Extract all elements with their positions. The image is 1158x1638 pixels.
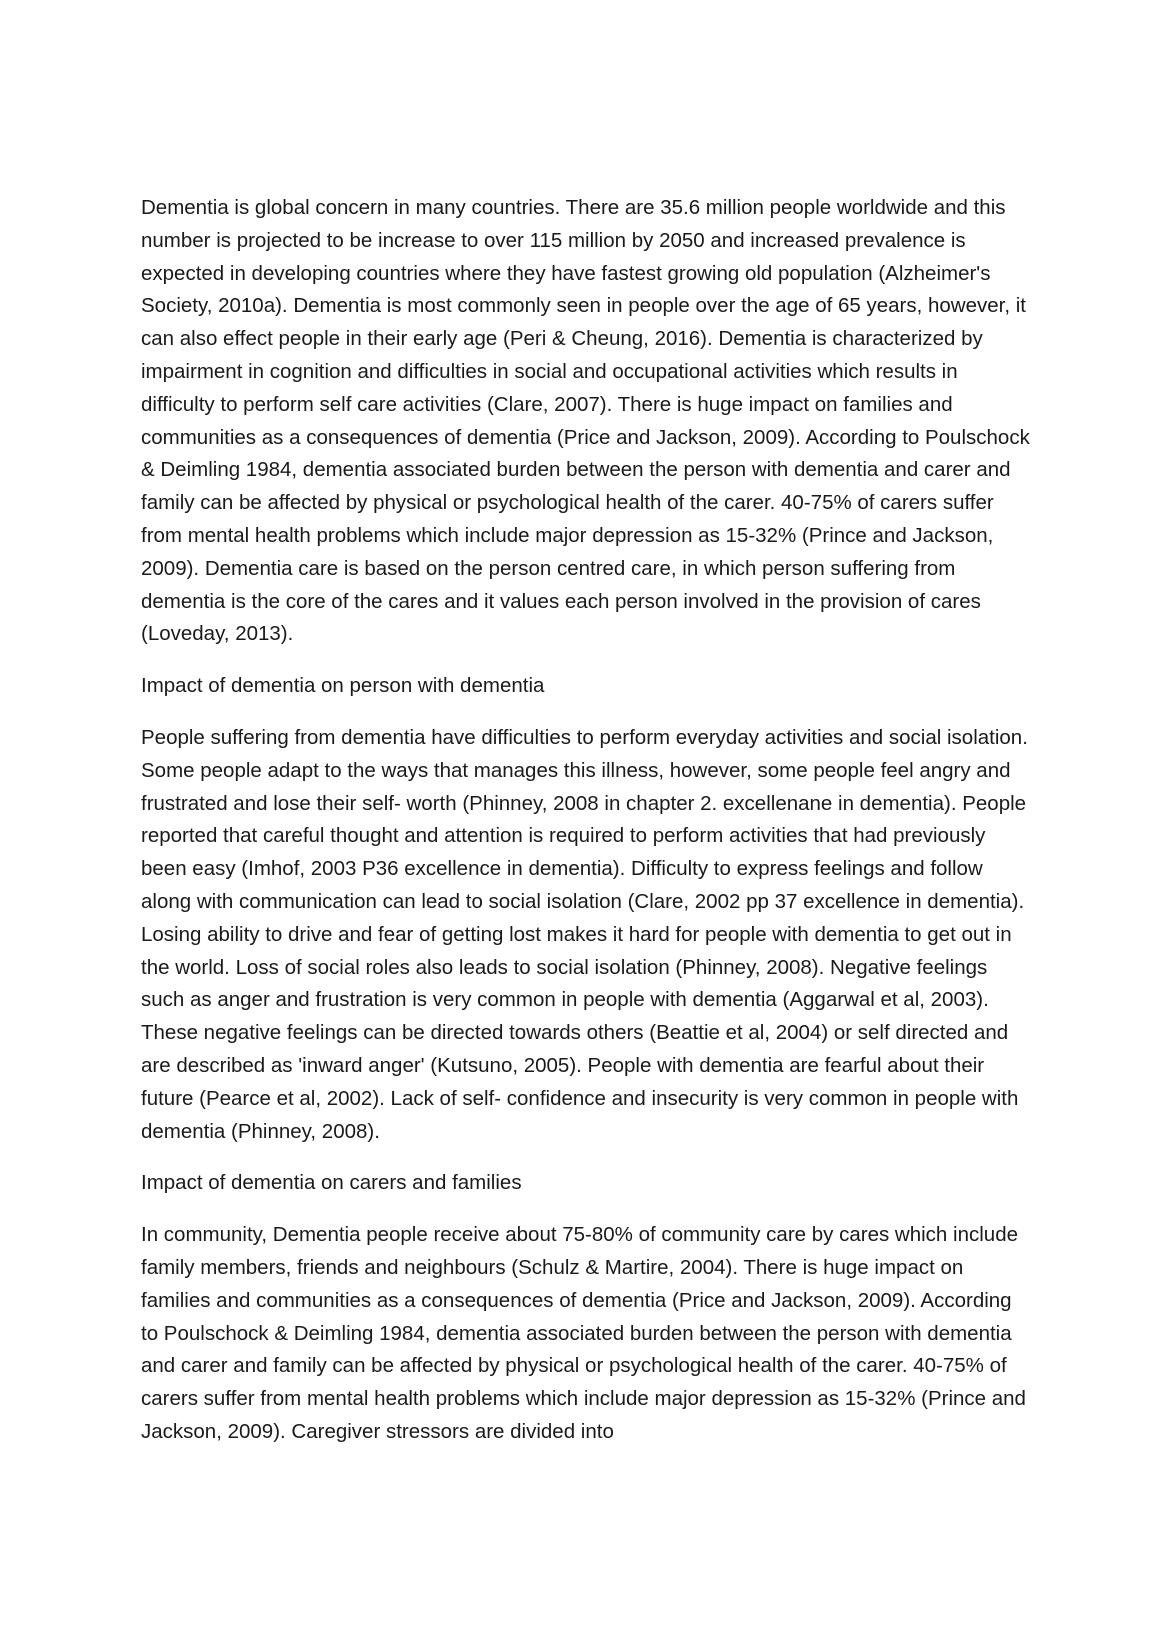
carer-impact-paragraph: In community, Dementia people receive about 75-80% of community care by cares which include family members, friends and neighbours (Schulz & Martire, 2004). There is huge impact on families and communities as a consequences of dementia (Price and Jackson, 2009). According to Poulschock & Deimling 1984, dementia associated burden between the person with dementia and carer and family can be affected by physical or psychological health of the carer. 40-75% of carers suffer from mental health problems which include major depression as 15-32% (Prince and Jackson, 2009). Caregiver stressors are divided into	[141, 1223, 1026, 1443]
section-heading-person-impact: Impact of dementia on person with dementia	[141, 674, 545, 698]
document-body	[141, 192, 1031, 1468]
section-heading-carer-impact: Impact of dementia on carers and families	[141, 1171, 522, 1195]
person-impact-paragraph: People suffering from dementia have difficulties to perform everyday activities and social isolation. Some people adapt to the ways that manages this illness, however, some people feel angry and frustrated and lose their self- worth (Phinney, 2008 in chapter 2. excellenane in dementia). People reported that careful thought and attention is required to perform activities that had previously been easy (Imhof, 2003 P36 excellence in dementia). Difficulty to express feelings and follow along with communication can lead to social isolation (Clare, 2002 pp 37 excellence in dementia). Losing ability to drive and fear of getting lost makes it hard for people with dementia to get out in the world. Loss of social roles also leads to social isolation (Phinney, 2008). Negative feelings such as anger and frustration is very common in people with dementia (Aggarwal et al, 2003). These negative feelings can be directed towards others (Beattie et al, 2004) or self directed and are described as 'inward anger' (Kutsuno, 2005). People with dementia are fearful about their future (Pearce et al, 2002). Lack of self- confidence and insecurity is very common in people with dementia (Phinney, 2008).	[141, 725, 1028, 1143]
intro-paragraph: Dementia is global concern in many countries. There are 35.6 million people worldwide and this number is projected to be increase to over 115 million by 2050 and increased prevalence is expected in developing countries where they have fastest growing old population (Alzheimer's Society, 2010a). Dementia is most commonly seen in people over the age of 65 years, however, it can also effect people in their early age (Peri & Cheung, 2016). Dementia is characterized by impairment in cognition and difficulties in social and occupational activities which results in difficulty to perform self care activities (Clare, 2007). There is huge impact on families and communities as a consequences of dementia (Price and Jackson, 2009). According to Poulschock & Deimling 1984, dementia associated burden between the person with dementia and carer and family can be affected by physical or psychological health of the carer. 40-75% of carers suffer from mental health problems which include major depression as 15-32% (Prince and Jackson, 2009). Dementia care is based on the person centred care, in which person suffering from dementia is the core of the cares and it values each person involved in the provision of cares (Loveday, 2013).	[141, 196, 1030, 646]
